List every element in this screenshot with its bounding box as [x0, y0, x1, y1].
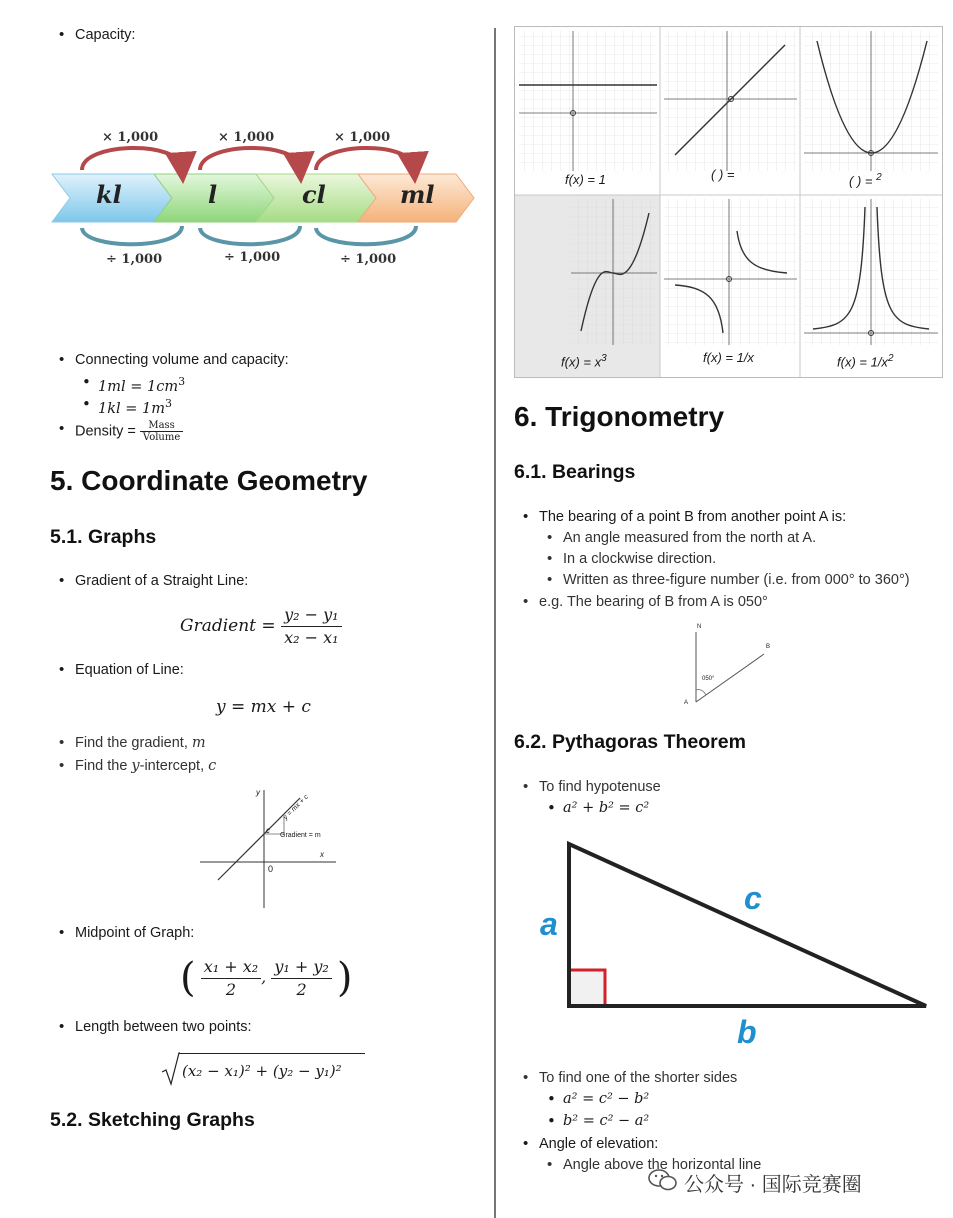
pythagoras-2: • a² = c² − b² [563, 1090, 649, 1108]
bearing-point-1: • An angle measured from the north at A. [563, 529, 816, 547]
bearing-n: N [697, 624, 702, 630]
unit-ml: ml [400, 180, 435, 209]
column-divider [494, 28, 496, 1218]
midpoint-formula: ( $\frac{\text{x₁ + x₂}}{2}$ , $\frac{\text{y₁ + y₂}}{2}$ ) [180, 955, 353, 1001]
line-origin: 0 [268, 864, 274, 874]
s51-title: 5.1. Graphs [50, 526, 157, 548]
wechat-icon [648, 1168, 678, 1192]
divide-label-2: ÷ 1,000 [224, 250, 281, 265]
bearing-diagram [680, 622, 780, 712]
caption-reciprocal: f(x) = 1/x [703, 350, 754, 365]
unit-kl: kl [96, 180, 122, 209]
unit-cl: cl [302, 180, 326, 209]
elevation-label: • Angle of elevation: [539, 1135, 658, 1153]
bearing-example: • e.g. The bearing of B from A is 050° [539, 593, 768, 611]
caption-cubic: $f(x) = x^3$ [561, 353, 607, 370]
find-intercept: • Find the y-intercept, c [75, 757, 216, 775]
line-graph-svg [196, 786, 341, 910]
caption-quadratic: ( ) = $^2$ [849, 172, 882, 189]
line-eq-label: y = mx + c [282, 793, 311, 822]
divide-arrow-3 [316, 226, 416, 244]
midpoint-label: • Midpoint of Graph: [75, 924, 194, 942]
conversion-1: • $1ml = 1cm^3$ [98, 373, 185, 396]
bearing-definition: • The bearing of a point B from another point A is: [539, 508, 846, 526]
divide-arrow-1 [82, 226, 182, 244]
divide-label-1: ÷ 1,000 [106, 252, 163, 267]
sketch-graphs-svg [515, 27, 942, 377]
length-label: • Length between two points: [75, 1018, 252, 1036]
bearing-b: B [766, 644, 771, 650]
gradient-formula: Gradient = $\frac{\text{y₂ − y₁}}{\text{x₂ − x₁}}$ [180, 604, 342, 649]
graph-quadratic [804, 31, 938, 171]
graph-linear [664, 31, 797, 171]
divide-label-3: ÷ 1,000 [340, 252, 397, 267]
bearing-svg [680, 622, 780, 712]
pythagoras-triangle [530, 836, 940, 1056]
s62-title: 6.2. Pythagoras Theorem [514, 731, 746, 753]
gradient-label: • Gradient of a Straight Line: [75, 572, 248, 590]
equation-formula: y = mx + c [216, 697, 311, 717]
multiply-arrow-1 [82, 148, 182, 170]
caption-constant: f(x) = 1 [565, 172, 606, 187]
bearing-a: A [684, 700, 689, 706]
multiply-arrow-3 [316, 148, 414, 170]
connecting-label: • Connecting volume and capacity: [75, 351, 289, 369]
line-c-label: c [266, 826, 270, 835]
bearing-point-3: • Written as three-figure number (i.e. from 000° to 360°) [563, 571, 910, 589]
section6-title: 6. Trigonometry [514, 401, 725, 432]
line-axis-x: x [320, 850, 324, 859]
line-gradient-label: Gradient = m [280, 832, 321, 839]
graph-inverse-square [804, 199, 938, 345]
line-axis-y: y [256, 788, 260, 797]
length-inner: (x₂ − x₁)² + (y₂ − y₁)² [182, 1062, 342, 1080]
section5-title: 5. Coordinate Geometry [50, 465, 368, 496]
unit-l: l [208, 180, 218, 209]
graph-reciprocal [664, 199, 797, 345]
bearing-angle: 050° [702, 676, 715, 682]
find-gradient: • Find the gradient, m [75, 734, 206, 752]
density-formula: • Density = $\frac{\text{Mass}}{\text{Volume}}$ [75, 420, 183, 443]
sqrt-sign [160, 1050, 180, 1086]
multiply-label-3: × 1,000 [334, 130, 391, 145]
multiply-arrow-2 [200, 148, 300, 170]
line-graph [196, 786, 341, 910]
s52-title: 5.2. Sketching Graphs [50, 1109, 255, 1131]
caption-linear: ( ) = [711, 167, 735, 182]
equation-label: • Equation of Line: [75, 661, 184, 679]
capacity-label: • Capacity: [75, 26, 135, 44]
conversion-2: • $1kl = 1m^3$ [98, 395, 172, 418]
pythagoras-1: • a² + b² = c² [563, 799, 649, 817]
divide-arrow-2 [200, 226, 300, 244]
sqrt-bar [179, 1053, 365, 1054]
s61-title: 6.1. Bearings [514, 461, 636, 483]
side-a-label: a [540, 906, 558, 942]
hypotenuse-label: • To find hypotenuse [539, 778, 661, 796]
watermark-text: 公众号 · 国际竞赛圈 [684, 1174, 862, 1196]
pythagoras-3: • b² = c² − a² [563, 1112, 649, 1130]
triangle-svg [530, 836, 940, 1056]
elevation-definition: • Angle above the horizontal line [563, 1156, 761, 1174]
graph-constant [519, 31, 657, 171]
multiply-label-1: × 1,000 [102, 130, 159, 145]
graph-cubic [571, 199, 657, 345]
side-b-label: b [737, 1014, 757, 1050]
bearing-point-2: • In a clockwise direction. [563, 550, 716, 568]
side-c-label: c [744, 880, 762, 916]
shorter-sides-label: • To find one of the shorter sides [539, 1069, 737, 1087]
capacity-diagram [50, 122, 480, 272]
sketch-graphs-grid [514, 26, 943, 378]
multiply-label-2: × 1,000 [218, 130, 275, 145]
caption-inverse-square: $f(x) = 1/x^2$ [837, 353, 894, 370]
